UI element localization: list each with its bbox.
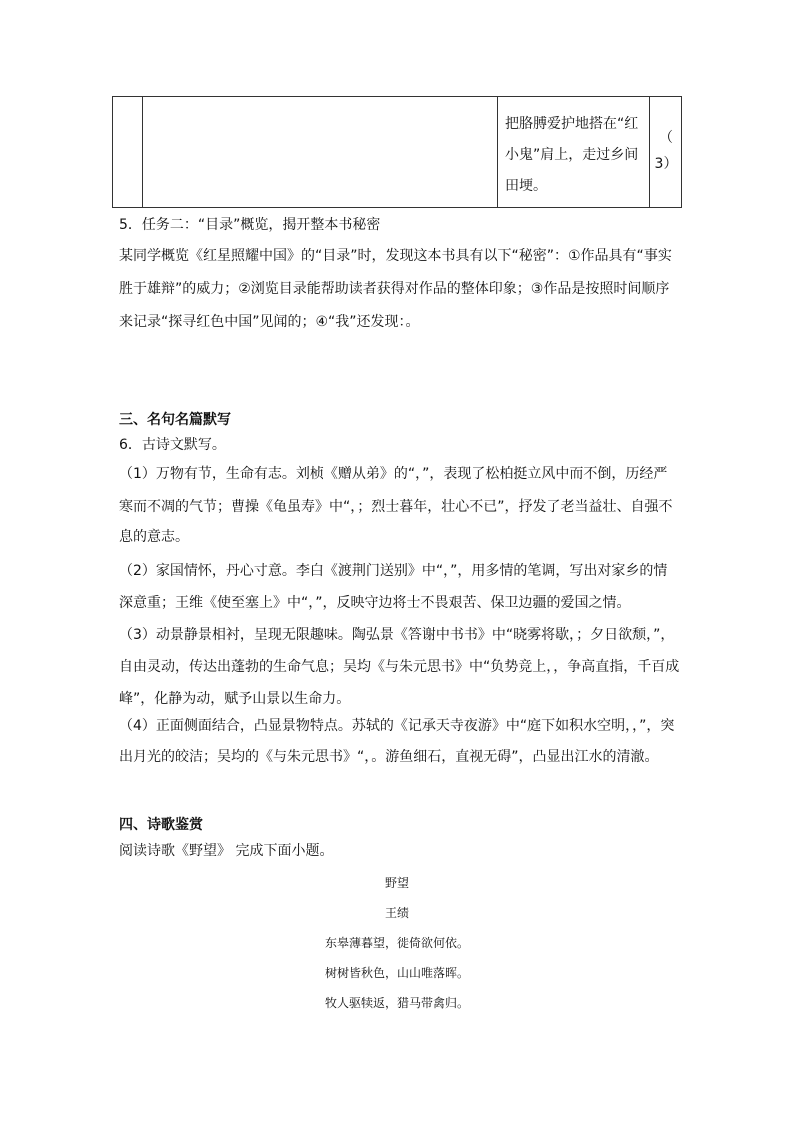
section3-line: （1）万物有节，生命有志。刘桢《赠从弟》的“，”，表现了松柏挺立风中而不倒，历经严 bbox=[119, 466, 668, 482]
section3-line: 息的意志。 bbox=[119, 529, 189, 545]
section3-line: 寒而不凋的气节；曹操《龟虽寿》中“，；烈士暮年，壮心不已”，抒发了老当益壮、自强不 bbox=[119, 499, 673, 515]
poem-author: 王绩 bbox=[384, 906, 409, 920]
poem-line: 东皋薄暮望，徙倚欲何依。 bbox=[324, 936, 469, 950]
section3-line: 峰”，化静为动，赋予山景以生命力。 bbox=[119, 691, 351, 707]
answer-table bbox=[112, 96, 682, 208]
table-divider bbox=[497, 97, 498, 207]
table-divider bbox=[649, 97, 650, 207]
table-number-line: 3） bbox=[654, 156, 678, 172]
table-cell-number bbox=[651, 125, 681, 177]
task2-line: 某同学概览《红星照耀中国》的“目录”时，发现这本书具有以下“秘密”：①作品具有“事实 bbox=[119, 248, 672, 264]
poem-line: 牧人驱犊返，猎马带禽归。 bbox=[324, 996, 469, 1010]
table-cell-line: 把胳膊爱护地搭在“红 bbox=[505, 116, 639, 132]
question-6: 6．古诗文默写。 bbox=[119, 437, 226, 453]
task2-title: 5．任务二：“目录”概览，揭开整本书秘密 bbox=[119, 217, 381, 233]
table-cell-line: 田埂。 bbox=[505, 178, 547, 194]
section3-line: 自由灵动，传达出蓬勃的生命气息；吴均《与朱元思书》中“负势竞上，，争高直指，千百成 bbox=[119, 659, 680, 675]
table-cell-text bbox=[505, 109, 647, 202]
poem-intro: 阅读诗歌《野望》 完成下面小题。 bbox=[119, 843, 334, 859]
section4-heading: 四、诗歌鉴赏 bbox=[119, 817, 203, 833]
poem-line: 树树皆秋色，山山唯落晖。 bbox=[324, 966, 469, 980]
table-divider bbox=[142, 97, 143, 207]
table-number-line: （ bbox=[659, 130, 673, 146]
section3-line: 深意重；王维《使至塞上》中“，”，反映守边将士不畏艰苦、保卫边疆的爱国之情。 bbox=[119, 595, 631, 611]
poem-title: 野望 bbox=[384, 876, 409, 890]
task2-line: 胜于雄辩”的威力；②浏览目录能帮助读者获得对作品的整体印象；③作品是按照时间顺序 bbox=[119, 281, 670, 297]
task2-line: 来记录“探寻红色中国”见闻的；④“我”还发现：。 bbox=[119, 314, 420, 330]
section3-line: （4）正面侧面结合，凸显景物特点。苏轼的《记承天寺夜游》中“庭下如积水空明，，”，突 bbox=[119, 718, 675, 734]
table-cell-line: 小鬼”肩上，走过乡间 bbox=[505, 147, 639, 163]
section3-heading: 三、名句名篇默写 bbox=[119, 412, 231, 428]
section3-line: （2）家国情怀，丹心寸意。李白《渡荆门送别》中“，”，用多情的笔调，写出对家乡的情 bbox=[119, 563, 668, 579]
section3-line: 出月光的皎洁；吴均的《与朱元思书》“，。游鱼细石，直视无碍”，凸显出江水的清澈。 bbox=[119, 749, 659, 765]
section3-line: （3）动景静景相衬，呈现无限趣味。陶弘景《答谢中书书》中“晓雾将歇，；夕日欲颓，”， bbox=[119, 627, 675, 643]
